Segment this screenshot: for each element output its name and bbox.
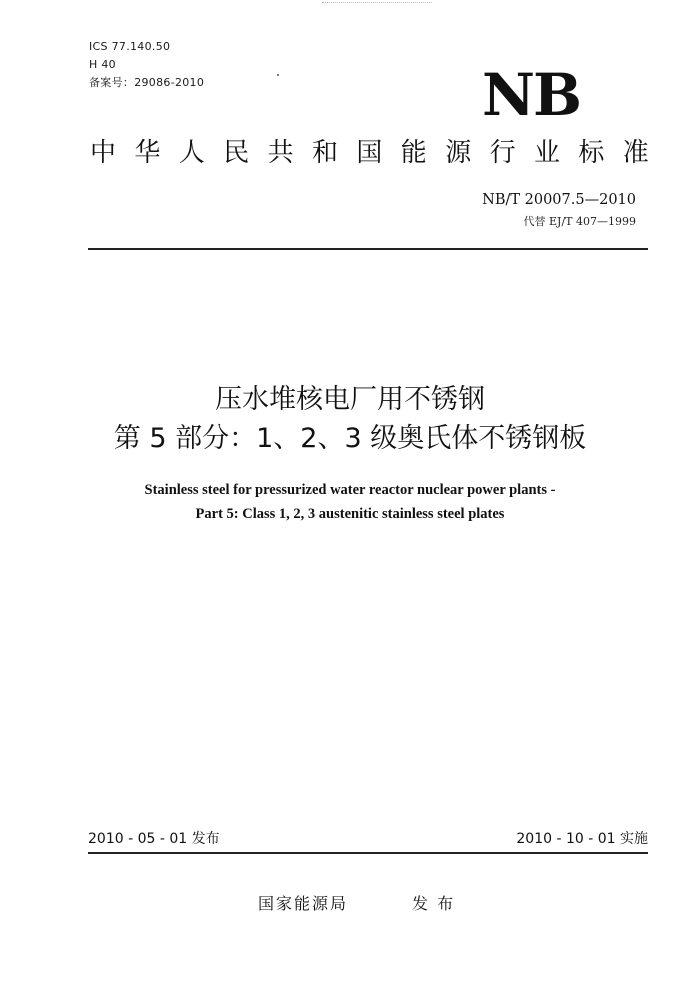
issuing-authority: 国家能源局 xyxy=(258,894,349,913)
nb-logo: NB xyxy=(482,61,581,129)
scan-speck xyxy=(277,74,279,76)
filing-number: 备案号：29086-2010 xyxy=(89,76,205,89)
issue-date: 2010 - 05 - 01 发布 xyxy=(88,831,220,847)
en-title-line-1: Stainless steel for pressurized water reactor nuclear power plants - xyxy=(144,482,556,498)
standard-category-title: 中华人民共和国能源行业标准 xyxy=(90,138,668,168)
cn-title-line-2: 第 5 部分：1、2、3 级奥氏体不锈钢板 xyxy=(113,423,587,454)
issue-label: 发 布 xyxy=(412,894,456,913)
en-title-line-2: Part 5: Class 1, 2, 3 austenitic stainless steel plates xyxy=(195,506,505,522)
category-code: H 40 xyxy=(89,58,116,71)
cn-title-line-1: 压水堆核电厂用不锈钢 xyxy=(215,384,485,415)
effective-date: 2010 - 10 - 01 实施 xyxy=(516,831,648,847)
ics-code: ICS 77.140.50 xyxy=(89,40,171,53)
standard-number: NB/T 20007.5—2010 xyxy=(482,192,636,208)
scan-edge-line xyxy=(322,2,432,4)
replaces-standard: 代替 EJ/T 407—1999 xyxy=(523,215,636,228)
footer-rule xyxy=(88,852,648,854)
header-rule xyxy=(88,248,648,250)
